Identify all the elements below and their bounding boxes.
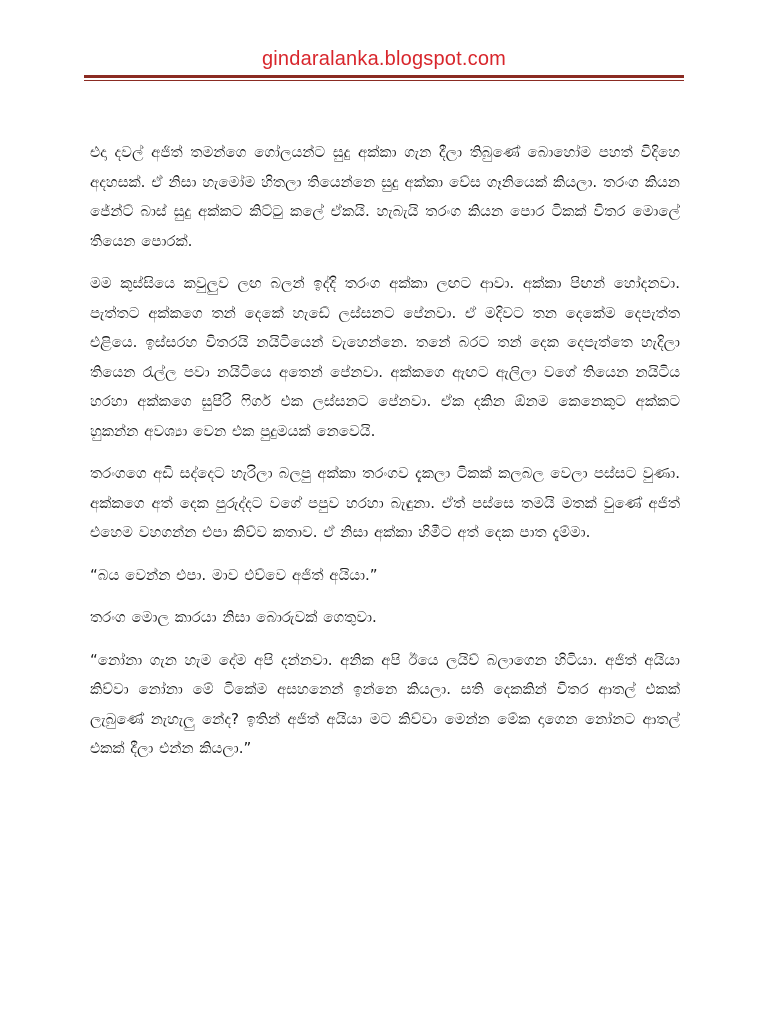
header-divider-thin <box>84 80 684 81</box>
site-link[interactable]: gindaralanka.blogspot.com <box>261 48 507 70</box>
header-divider <box>84 75 684 78</box>
paragraph-3: තරංගගෙ අඩි සද්දෙට හැරිලා බලපු අක්කා තරංගව දැකලා ටිකක් කලබල වෙලා පස්සට වුණා. අක්කගෙ අත් දෙක පුරුද්දට වගේ පපුව හරහා බැඳුනා. ඒත් පස්සෙ තමයි මතක් වුණේ අජිත් එහෙම වහගන්න එපා කිව්ව කතාව. ඒ නිසා අක්කා හිමීට අත් දෙක පාත දැම්මා. <box>90 464 680 541</box>
story-body <box>90 138 680 777</box>
paragraph-1: එදා දවල් අජිත් තමන්ගෙ ගෝලයන්ට සුදු අක්කා ගැන දීලා තිබුණේ බොහෝම පහත් විදිහෙ අදහසක්. ඒ නිසා හැමෝම හිතලා තියෙන්නෙ සුදු අක්කා වේස ගෑනියෙක් කියලා. තරංග කියන ජේන්ට් බාස් සුදු අක්කට කිට්ටු කලේ ඒකයි. හැබැයි තරංග කියන පොර ටිකක් විතර මොලේ තියෙන පොරක්. <box>90 143 680 250</box>
paragraph-6: “නෝනා ගැන හැම දේම අපි දන්නවා. අනික අපි ඊයෙ ලයිව් බලාගෙන හිටියා. අජිත් අයියා කිව්වා නෝනා මේ ටිකේම අසහනෙන් ඉන්නෙ කියලා. සති දෙකකින් විතර ආතල් එකක් ලැබුණේ නැහැලු නේද? ඉතින් අජිත් අයියා මට කිව්වා මෙන්න මේක දාගෙන නෝනට ආතල් එකක් දීලා එන්න කියලා.” <box>90 650 680 757</box>
paragraph-5: තරංග මොල කාරයා නිසා බොරුවක් ගෙතුවා. <box>90 608 377 626</box>
paragraph-2: මම කුස්සියෙ කවුලුව ලඟ බලන් ඉද්දි තරංග අක්කා ලඟට ආවා. අක්කා පිඟන් හෝදනවා. පැත්තට අක්කගෙ තන් දෙකේ හැඩේ ලස්සනට පේනවා. ඒ මදිවට තන දෙකේම දෙපැත්ත එළියෙ. ඉස්සරහ විතරයි නයිටියෙන් වැහෙන්නෙ. තනේ බරට තන් දෙක දෙපැත්තෙ හැදිලා තියෙන රැල්ල පවා නයිටියෙ අතෙන් පේනවා. අක්කගෙ ඇඟට ඇලිලා වගේ තියෙන නයිටිය හරහා අක්කගෙ සුපිරි ෆිගර් එක ලස්සනට පේනවා. ඒක දකින ඕනම කෙනෙකුට අක්කට හුකන්න අවශ්‍යා වෙන එක පුදුමයක් නෙවෙයි. <box>90 274 680 440</box>
paragraph-4: “බය වෙන්න එපා. මාව එව්වෙ අජිත් අයියා.” <box>90 565 378 584</box>
page-header <box>0 48 768 71</box>
